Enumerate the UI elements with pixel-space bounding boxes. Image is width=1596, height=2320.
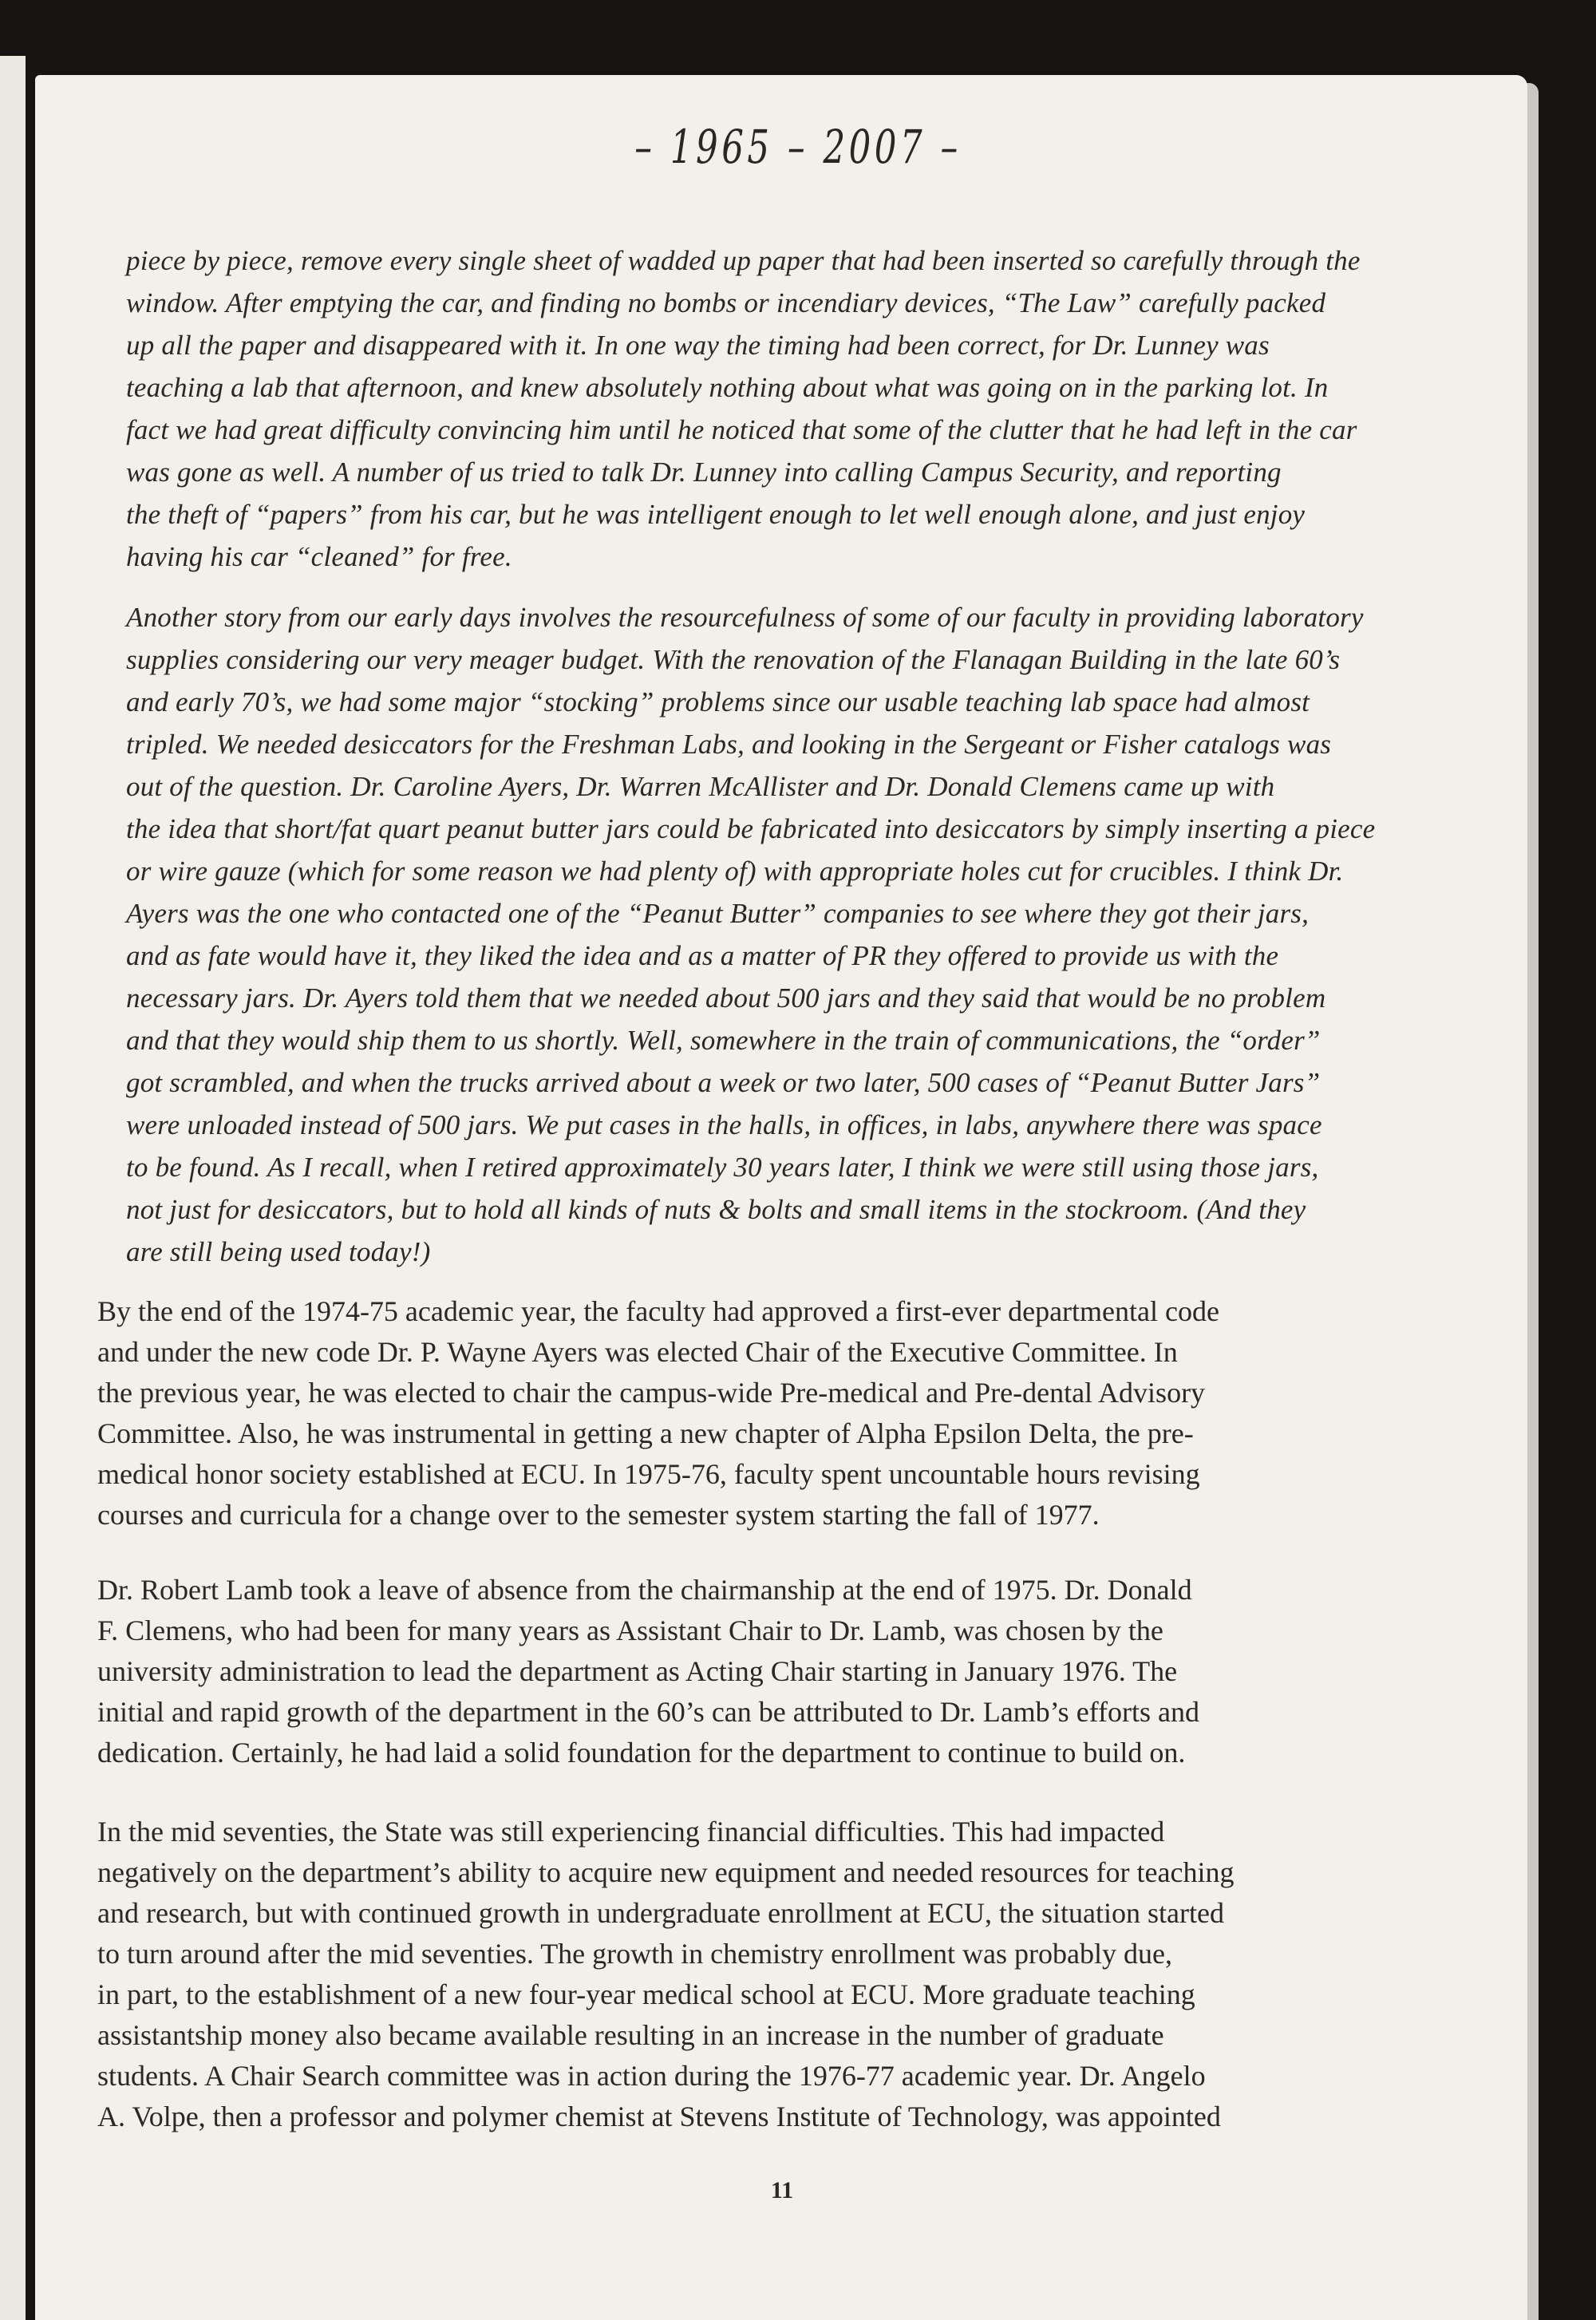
text-line: assistantship money also became available resulting in an increase in the number of graduate bbox=[97, 2019, 1164, 2051]
text-line: initial and rapid growth of the department in the 60’s can be attributed to Dr. Lamb’s efforts and bbox=[97, 1696, 1199, 1728]
text-line: having his car “cleaned” for free. bbox=[126, 541, 512, 572]
text-line: dedication. Certainly, he had laid a solid foundation for the department to continue to build on. bbox=[97, 1737, 1186, 1769]
text-line: teaching a lab that afternoon, and knew absolutely nothing about what was going on in the parking lot. In bbox=[126, 372, 1329, 403]
text-line: piece by piece, remove every single sheet of wadded up paper that had been inserted so carefully through the bbox=[126, 245, 1361, 276]
text-line: F. Clemens, who had been for many years as Assistant Chair to Dr. Lamb, was chosen by the bbox=[97, 1615, 1163, 1646]
text-line: the theft of “papers” from his car, but he was intelligent enough to let well enough alone, and just enjoy bbox=[126, 499, 1306, 530]
italic-paragraph-2 bbox=[126, 596, 1375, 1273]
text-line: and research, but with continued growth in undergraduate enrollment at ECU, the situation started bbox=[97, 1897, 1224, 1929]
text-line: courses and curricula for a change over to the semester system starting the fall of 1977. bbox=[97, 1499, 1100, 1531]
facing-page-edge bbox=[0, 56, 26, 2320]
text-line: By the end of the 1974-75 academic year, the faculty had approved a first-ever departmental code bbox=[97, 1295, 1219, 1327]
text-line: university administration to lead the department as Acting Chair starting in January 1976. The bbox=[97, 1655, 1178, 1687]
paragraph-2 bbox=[97, 1570, 1199, 1773]
page-header-dates: – 1965 – 2007 – bbox=[634, 120, 962, 174]
text-line: are still being used today!) bbox=[126, 1236, 431, 1267]
text-line: Dr. Robert Lamb took a leave of absence from the chairmanship at the end of 1975. Dr. Donald bbox=[97, 1574, 1192, 1606]
text-line: fact we had great difficulty convincing him until he noticed that some of the clutter that he had left in the car bbox=[126, 414, 1357, 445]
text-line: and as fate would have it, they liked the idea and as a matter of PR they offered to provide us with the bbox=[126, 940, 1279, 971]
text-line: necessary jars. Dr. Ayers told them that we needed about 500 jars and they said that would be no problem bbox=[126, 982, 1326, 1014]
text-line: was gone as well. A number of us tried to talk Dr. Lunney into calling Campus Security, and reporting bbox=[126, 456, 1282, 488]
text-line: Ayers was the one who contacted one of the “Peanut Butter” companies to see where they got their jars, bbox=[126, 898, 1310, 929]
text-line: up all the paper and disappeared with it. In one way the timing had been correct, for Dr. Lunney was bbox=[126, 330, 1270, 361]
text-line: supplies considering our very meager budget. With the renovation of the Flanagan Building in the late 60’s bbox=[126, 644, 1341, 675]
text-line: and that they would ship them to us shortly. Well, somewhere in the train of communications, the “order” bbox=[126, 1025, 1321, 1056]
text-line: to be found. As I recall, when I retired approximately 30 years later, I think we were still using those jars, bbox=[126, 1152, 1319, 1183]
text-line: and early 70’s, we had some major “stocking” problems since our usable teaching lab space had almost bbox=[126, 686, 1310, 717]
text-line: A. Volpe, then a professor and polymer chemist at Stevens Institute of Technology, was appointed bbox=[97, 2101, 1221, 2132]
text-line: negatively on the department’s ability to acquire new equipment and needed resources for teaching bbox=[97, 1856, 1235, 1888]
page-number: 11 bbox=[770, 2177, 794, 2203]
text-line: the idea that short/fat quart peanut butter jars could be fabricated into desiccators by simply inserting a piece bbox=[126, 813, 1376, 844]
text-line: and under the new code Dr. P. Wayne Ayers was elected Chair of the Executive Committee. In bbox=[97, 1336, 1178, 1368]
text-line: Another story from our early days involves the resourcefulness of some of our faculty in providing laboratory bbox=[126, 602, 1364, 633]
paragraph-3 bbox=[97, 1812, 1234, 2137]
text-line: in part, to the establishment of a new four-year medical school at ECU. More graduate teaching bbox=[97, 1978, 1195, 2010]
text-line: In the mid seventies, the State was still experiencing financial difficulties. This had impacted bbox=[97, 1816, 1165, 1848]
text-line: got scrambled, and when the trucks arrived about a week or two later, 500 cases of “Peanut Butter Jars” bbox=[126, 1067, 1321, 1098]
text-line: out of the question. Dr. Caroline Ayers, Dr. Warren McAllister and Dr. Donald Clemens came up with bbox=[126, 771, 1275, 802]
text-line: were unloaded instead of 500 jars. We put cases in the halls, in offices, in labs, anywhere there was space bbox=[126, 1109, 1322, 1140]
text-line: or wire gauze (which for some reason we had plenty of) with appropriate holes cut for crucibles. I think Dr. bbox=[126, 856, 1344, 887]
text-line: to turn around after the mid seventies. The growth in chemistry enrollment was probably due, bbox=[97, 1938, 1172, 1970]
text-line: students. A Chair Search committee was in action during the 1976-77 academic year. Dr. Angelo bbox=[97, 2060, 1206, 2092]
text-line: the previous year, he was elected to chair the campus-wide Pre-medical and Pre-dental Advisory bbox=[97, 1377, 1206, 1409]
text-line: not just for desiccators, but to hold all kinds of nuts & bolts and small items in the stockroom. (And they bbox=[126, 1194, 1306, 1225]
text-line: tripled. We needed desiccators for the Freshman Labs, and looking in the Sergeant or Fisher catalogs was bbox=[126, 729, 1332, 760]
paragraph-1 bbox=[97, 1291, 1219, 1535]
italic-paragraph-1 bbox=[126, 239, 1361, 578]
text-line: Committee. Also, he was instrumental in getting a new chapter of Alpha Epsilon Delta, the pre- bbox=[97, 1417, 1194, 1449]
text-line: window. After emptying the car, and finding no bombs or incendiary devices, “The Law” carefully packed bbox=[126, 287, 1326, 318]
text-line: medical honor society established at ECU. In 1975-76, faculty spent uncountable hours revising bbox=[97, 1458, 1200, 1490]
